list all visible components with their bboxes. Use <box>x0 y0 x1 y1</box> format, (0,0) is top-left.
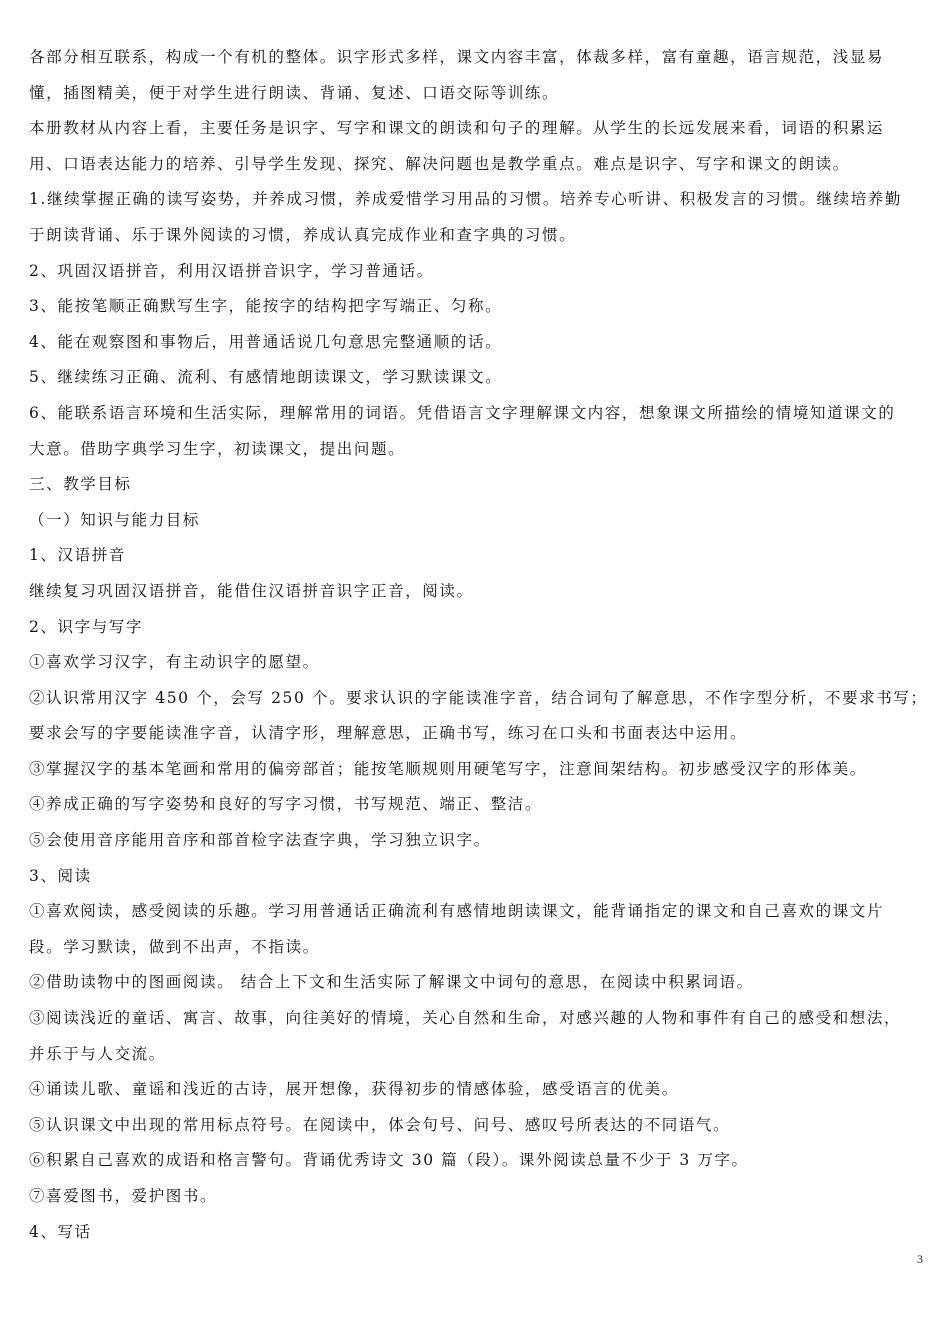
page-number: 3 <box>917 1252 923 1266</box>
text-line: ⑤会使用音序能用音序和部首检字法查字典，学习独立识字。 <box>29 831 491 850</box>
text-line: ④诵读儿歌、童谣和浅近的古诗，展开想像，获得初步的情感体验，感受语言的优美。 <box>29 1080 679 1099</box>
text-line: 于朗读背诵、乐于课外阅读的习惯，养成认真完成作业和查字典的习惯。 <box>29 225 577 244</box>
text-line: ①喜欢阅读，感受阅读的乐趣。学习用普通话正确流利有感情地朗读课文，能背诵指定的课文和自己喜欢的课文片 <box>29 902 885 921</box>
text-line: 用、口语表达能力的培养、引导学生发现、探究、解决问题也是教学重点。难点是识字、写字和课文的朗读。 <box>29 154 850 173</box>
text-line: 1.继续掌握正确的读写姿势，并养成习惯，养成爱惜学习用品的习惯。培养专心听讲、积极发言的习惯。继续培养勤 <box>29 190 902 209</box>
item-heading: 4、写话 <box>29 1222 92 1241</box>
text-line: ⑥积累自己喜欢的成语和格言警句。背诵优秀诗文 30 篇（段）。课外阅读总量不少于 3 万字。 <box>29 1151 749 1170</box>
text-line: ⑤认识课文中出现的常用标点符号。在阅读中，体会句号、问号、感叹号所表达的不同语气。 <box>29 1115 731 1134</box>
text-line: 5、继续练习正确、流利、有感情地朗读课文，学习默读课文。 <box>29 368 503 387</box>
text-line: 懂，插图精美，便于对学生进行朗读、背诵、复述、口语交际等训练。 <box>29 83 560 102</box>
subsection-heading: （一）知识与能力目标 <box>29 510 201 529</box>
text-line: 3、能按笔顺正确默写生字，能按字的结构把字写端正、匀称。 <box>29 297 503 316</box>
text-line: ②认识常用汉字 450 个，会写 250 个。要求认识的字能读准字音，结合词句了解意思，不作字型分析，不要求书写； <box>29 688 928 707</box>
text-line: ④养成正确的写字姿势和良好的写字习惯，书写规范、端正、整洁。 <box>29 795 543 814</box>
text-line: ③掌握汉字的基本笔画和常用的偏旁部首；能按笔顺规则用硬笔写字，注意间架结构。初步感受汉字的形体美。 <box>29 759 867 778</box>
text-line: ⑦喜爱图书，爱护图书。 <box>29 1187 218 1205</box>
item-heading: 3、阅读 <box>29 866 92 885</box>
text-line: 4、能在观察图和事物后，用普通话说几句意思完整通顺的话。 <box>29 332 503 351</box>
text-line: 继续复习巩固汉语拼音，能借住汉语拼音识字正音，阅读。 <box>29 581 474 600</box>
item-heading: 2、识字与写字 <box>29 617 144 636</box>
document-body <box>29 40 928 1250</box>
section-heading: 三、教学目标 <box>29 475 132 494</box>
text-line: ①喜欢学习汉字，有主动识字的愿望。 <box>29 653 320 672</box>
text-line: 要求会写的字要能读准字音，认清字形，理解意思，正确书写，练习在口头和书面表达中运用。 <box>29 724 748 743</box>
text-line: 段。学习默读，做到不出声，不指读。 <box>29 937 320 956</box>
text-line: ③阅读浅近的童话、寓言、故事，向往美好的情境，关心自然和生命，对感兴趣的人物和事件有自己的感受和想法， <box>29 1009 902 1028</box>
item-heading: 1、汉语拼音 <box>29 546 126 565</box>
text-line: ②借助读物中的图画阅读。 结合上下文和生活实际了解课文中词句的意思，在阅读中积累词语。 <box>29 973 754 992</box>
text-line: 各部分相互联系，构成一个有机的整体。识字形式多样，课文内容丰富，体裁多样，富有童趣，语言规范，浅显易 <box>29 48 885 66</box>
text-line: 大意。借助字典学习生字，初读课文，提出问题。 <box>29 439 406 458</box>
text-line: 6、能联系语言环境和生活实际，理解常用的词语。凭借语言文字理解课文内容，想象课文所描绘的情境知道课文的 <box>29 403 896 422</box>
text-line: 并乐于与人交流。 <box>29 1044 166 1063</box>
text-line: 2、巩固汉语拼音，利用汉语拼音识字，学习普通话。 <box>29 261 434 280</box>
text-line: 本册教材从内容上看，主要任务是识字、写字和课文的朗读和句子的理解。从学生的长远发展来看，词语的积累运 <box>29 119 885 138</box>
